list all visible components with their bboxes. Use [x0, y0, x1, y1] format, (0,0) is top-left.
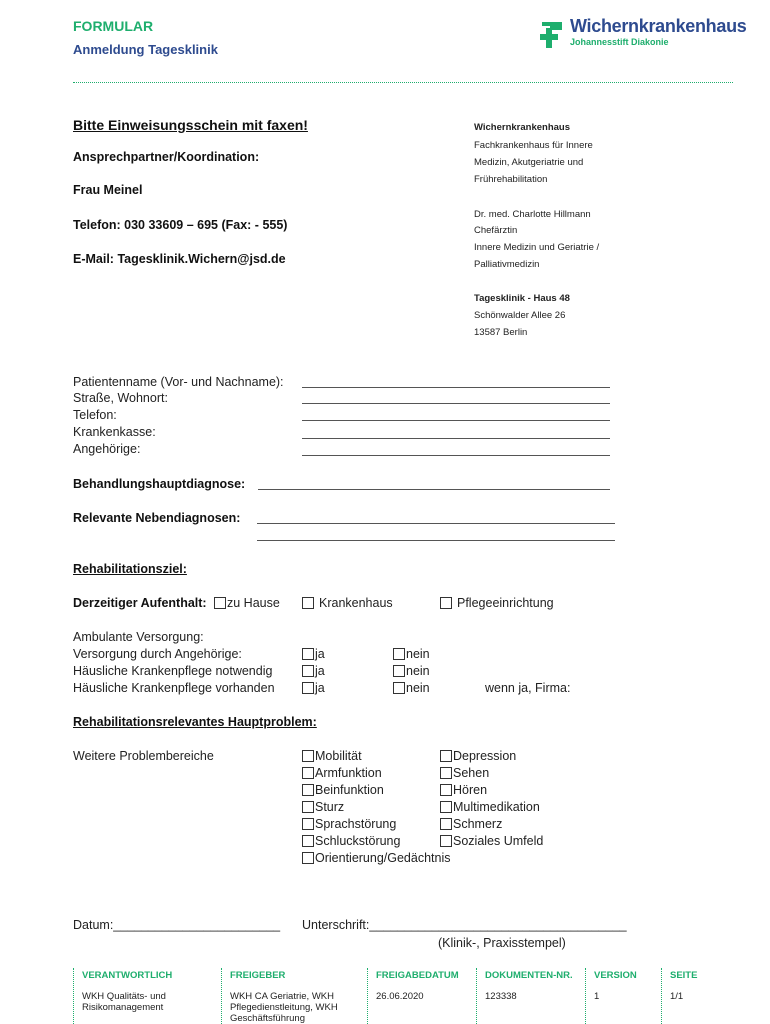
main-problem-heading: Rehabilitationsrelevantes Hauptproblem: — [73, 715, 317, 729]
address-doctor: Dr. med. Charlotte Hillmann — [474, 209, 591, 220]
checkbox[interactable] — [302, 818, 314, 830]
footer-heading: VERANTWORTLICH — [82, 970, 173, 981]
address-city: 13587 Berlin — [474, 327, 528, 338]
problem-label: Armfunktion — [315, 766, 382, 780]
nursing-company-label: wenn ja, Firma: — [485, 681, 571, 695]
problem-label: Depression — [453, 749, 517, 763]
patient-relatives-label: Angehörige: — [73, 442, 141, 456]
patient-relatives-field[interactable] — [302, 455, 610, 456]
checkbox[interactable] — [440, 767, 452, 779]
nursing-present-label: Häusliche Krankenpflege vorhanden — [73, 681, 275, 695]
address-street: Schönwalder Allee 26 — [474, 310, 566, 321]
problem-label: Schmerz — [453, 817, 503, 831]
patient-insurance-field[interactable] — [302, 438, 610, 439]
footer-value: WKH CA Geriatrie, WKH Pflegedienstleitung, WKH Geschäftsführung — [230, 991, 338, 1024]
patient-phone-label: Telefon: — [73, 408, 117, 422]
checkbox[interactable] — [302, 682, 314, 694]
footer-responsible — [73, 968, 218, 1024]
signature-field[interactable]: Unterschrift:_____________________________________ — [302, 918, 627, 932]
footer-value: 123338 — [485, 991, 517, 1002]
problem-option[interactable] — [302, 800, 344, 814]
relatives-care-no[interactable] — [393, 647, 430, 661]
footer-heading: VERSION — [594, 970, 637, 981]
footer-value: 26.06.2020 — [376, 991, 424, 1002]
patient-name-field[interactable] — [302, 387, 610, 388]
problem-option[interactable] — [440, 817, 502, 831]
patient-phone-field[interactable] — [302, 420, 610, 421]
yes-label: ja — [315, 664, 325, 678]
stay-hospital-label: Krankenhaus — [319, 596, 393, 610]
problem-option[interactable] — [302, 766, 382, 780]
yes-label: ja — [315, 647, 325, 661]
footer-value: 1/1 — [670, 991, 684, 1002]
checkbox[interactable] — [302, 597, 314, 609]
problem-option[interactable] — [440, 766, 489, 780]
footer-approval-date — [367, 968, 475, 1024]
checkbox[interactable] — [440, 597, 452, 609]
footer-heading: FREIGEBER — [230, 970, 286, 981]
current-stay-label: Derzeitiger Aufenthalt: — [73, 596, 207, 610]
stay-care-option[interactable] — [440, 596, 554, 610]
address-specialty: Palliativmedizin — [474, 259, 540, 270]
footer-value: 1 — [594, 991, 600, 1002]
footer-approver — [221, 968, 367, 1024]
address-role: Chefärztin — [474, 225, 518, 236]
problem-option[interactable] — [302, 749, 362, 763]
problem-label: Sprachstörung — [315, 817, 397, 831]
footer-page — [661, 968, 733, 1024]
address-dept: Fachkrankenhaus für Innere — [474, 140, 593, 151]
address-dept: Frührehabilitation — [474, 174, 548, 185]
problem-label: Beinfunktion — [315, 783, 384, 797]
fax-heading: Bitte Einweisungsschein mit faxen! — [73, 117, 308, 133]
header-divider — [73, 82, 733, 83]
contact-label: Ansprechpartner/Koordination: — [73, 150, 260, 164]
footer-heading: FREIGABEDATUM — [376, 970, 459, 981]
problem-option[interactable] — [440, 783, 487, 797]
problem-label: Hören — [453, 783, 488, 797]
address-unit: Tagesklinik - Haus 48 — [474, 293, 570, 304]
nursing-present-yes[interactable] — [302, 681, 325, 695]
checkbox[interactable] — [440, 818, 452, 830]
rehab-goal-heading: Rehabilitationsziel: — [73, 562, 187, 576]
no-label: nein — [406, 664, 430, 678]
main-diagnosis-field[interactable] — [258, 489, 610, 490]
footer-heading: DOKUMENTEN-NR. — [485, 970, 573, 981]
nursing-needed-no[interactable] — [393, 664, 430, 678]
secondary-diagnosis-label: Relevante Nebendiagnosen: — [73, 511, 241, 525]
diakonie-cross-icon — [536, 20, 564, 50]
secondary-diagnosis-field[interactable] — [257, 540, 615, 541]
other-areas-label: Weitere Problembereiche — [73, 749, 214, 763]
checkbox[interactable] — [440, 784, 452, 796]
main-diagnosis-label: Behandlungshauptdiagnose: — [73, 477, 246, 491]
problem-label: Sehen — [453, 766, 490, 780]
stay-home-option[interactable] — [214, 596, 280, 610]
checkbox[interactable] — [302, 784, 314, 796]
date-field[interactable]: Datum:________________________ — [73, 918, 281, 932]
nursing-present-no[interactable] — [393, 681, 430, 695]
stay-care-label: Pflegeeinrichtung — [457, 596, 554, 610]
form-title: Anmeldung Tagesklinik — [73, 42, 218, 57]
no-label: nein — [406, 681, 430, 695]
checkbox[interactable] — [302, 648, 314, 660]
logo-name: Wichernkrankenhaus — [570, 16, 747, 36]
checkbox[interactable] — [440, 835, 452, 847]
problem-option[interactable] — [302, 834, 400, 848]
checkbox[interactable] — [393, 648, 405, 660]
problem-label: Sturz — [315, 800, 345, 814]
footer-version — [585, 968, 660, 1024]
footer-heading: SEITE — [670, 970, 698, 981]
footer-document-number — [476, 968, 584, 1024]
checkbox[interactable] — [214, 597, 226, 609]
problem-option[interactable] — [440, 749, 516, 763]
problem-option[interactable] — [440, 800, 540, 814]
patient-street-label: Straße, Wohnort: — [73, 391, 168, 405]
checkbox[interactable] — [302, 852, 314, 864]
problem-label: Multimedikation — [453, 800, 540, 814]
relatives-care-yes[interactable] — [302, 647, 325, 661]
contact-name: Frau Meinel — [73, 183, 143, 197]
checkbox[interactable] — [302, 665, 314, 677]
checkbox[interactable] — [440, 801, 452, 813]
yes-label: ja — [315, 681, 325, 695]
footer-value: WKH Qualitäts- und Risikomanagement — [82, 991, 166, 1013]
stay-home-label: zu Hause — [227, 596, 280, 610]
checkbox[interactable] — [302, 835, 314, 847]
stamp-label: (Klinik-, Praxisstempel) — [438, 936, 566, 950]
checkbox[interactable] — [393, 682, 405, 694]
checkbox[interactable] — [302, 767, 314, 779]
problem-label: Mobilität — [315, 749, 362, 763]
problem-label: Orientierung/Gedächtnis — [315, 851, 451, 865]
patient-name-label: Patientenname (Vor- und Nachname): — [73, 375, 284, 389]
relatives-care-label: Versorgung durch Angehörige: — [73, 647, 242, 661]
form-label: FORMULAR — [73, 18, 154, 34]
contact-email: E-Mail: Tagesklinik.Wichern@jsd.de — [73, 252, 286, 266]
address-dept: Medizin, Akutgeriatrie und — [474, 157, 584, 168]
problem-label: Schluckstörung — [315, 834, 401, 848]
nursing-needed-label: Häusliche Krankenpflege notwendig — [73, 664, 273, 678]
problem-option[interactable] — [302, 817, 396, 831]
problem-option[interactable] — [302, 851, 451, 865]
contact-phone: Telefon: 030 33609 – 695 (Fax: - 555) — [73, 218, 288, 232]
logo-subtitle: Johannesstift Diakonie — [570, 37, 669, 47]
secondary-diagnosis-field[interactable] — [257, 523, 615, 524]
checkbox[interactable] — [302, 801, 314, 813]
checkbox[interactable] — [440, 750, 452, 762]
nursing-needed-yes[interactable] — [302, 664, 325, 678]
address-org: Wichernkrankenhaus — [474, 122, 571, 133]
address-specialty: Innere Medizin und Geriatrie / — [474, 242, 600, 253]
problem-option[interactable] — [302, 783, 384, 797]
problem-option[interactable] — [440, 834, 543, 848]
ambulant-care-label: Ambulante Versorgung: — [73, 630, 204, 644]
checkbox[interactable] — [393, 665, 405, 677]
problem-label: Soziales Umfeld — [453, 834, 544, 848]
patient-insurance-label: Krankenkasse: — [73, 425, 156, 439]
checkbox[interactable] — [302, 750, 314, 762]
stay-hospital-option[interactable] — [302, 596, 393, 610]
no-label: nein — [406, 647, 430, 661]
patient-street-field[interactable] — [302, 403, 610, 404]
